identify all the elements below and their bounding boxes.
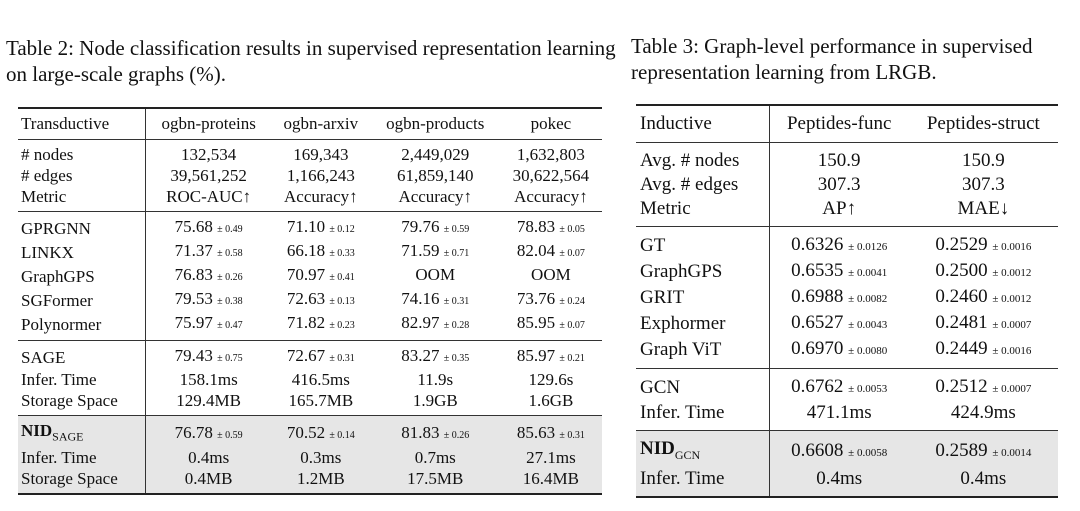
table2-mean: 85.95 bbox=[516, 313, 556, 332]
table3-cell: 0.4ms bbox=[909, 467, 1058, 497]
table3-cell: 307.3 bbox=[817, 174, 861, 195]
table3-std: ± 0.0007 bbox=[992, 319, 1032, 331]
table2-std: ± 0.38 bbox=[217, 296, 243, 307]
table2-mean: 85.97 bbox=[516, 346, 556, 365]
table2-nid-row bbox=[18, 416, 602, 448]
table3-mean: 0.6608 bbox=[791, 439, 844, 461]
table2-mean: 79.53 bbox=[174, 289, 213, 308]
table2-nid-label: NID bbox=[21, 421, 53, 440]
table2-cell: 1.6GB bbox=[528, 391, 574, 410]
table2-cell: 2,449,029 bbox=[371, 140, 500, 166]
table3-method-row bbox=[636, 337, 1058, 369]
table3-method-row bbox=[636, 227, 1058, 260]
table2-cell: 16.4MB bbox=[500, 468, 602, 494]
table3-method-row bbox=[636, 311, 1058, 337]
table3-cell: 307.3 bbox=[961, 174, 1005, 195]
table2-mean: 76.83 bbox=[174, 265, 213, 284]
table3-gcn-infer-row bbox=[636, 401, 1058, 431]
table2-mean: 79.43 bbox=[174, 346, 213, 365]
table2-value-cell bbox=[146, 240, 271, 264]
table3-value-cell bbox=[909, 259, 1058, 285]
table3-value-cell bbox=[909, 369, 1058, 402]
table2-std: ± 0.75 bbox=[217, 353, 243, 364]
table2-std: ± 0.13 bbox=[329, 296, 355, 307]
table3-stat-row bbox=[636, 173, 1058, 197]
table3-header-cell: Peptides-struct bbox=[926, 113, 1040, 134]
table3-value-cell bbox=[769, 311, 908, 337]
table2-value-cell bbox=[500, 212, 602, 241]
table3 bbox=[636, 104, 1058, 498]
table3-cell: 150.9 bbox=[769, 143, 908, 174]
table2-value-cell bbox=[500, 312, 602, 341]
table3-value-cell bbox=[769, 259, 908, 285]
table2-cell: Accuracy↑ bbox=[284, 187, 358, 206]
table2-mean: 71.37 bbox=[174, 241, 213, 260]
table2-value-cell bbox=[271, 240, 371, 264]
table3-nid-row bbox=[636, 431, 1058, 467]
table2-value-cell bbox=[500, 240, 602, 264]
table2-cell: 30,622,564 bbox=[512, 166, 590, 185]
table2-nid-infer-row bbox=[18, 447, 602, 468]
table2-mean: 74.16 bbox=[401, 289, 440, 308]
table3-value-cell bbox=[769, 285, 908, 311]
table2-cell: ROC-AUC↑ bbox=[166, 187, 252, 206]
table2-mean: 71.82 bbox=[286, 313, 326, 332]
table3-row-label: Avg. # nodes bbox=[636, 143, 769, 174]
table2-mean: 85.63 bbox=[516, 422, 556, 442]
table2-row-label: SAGE bbox=[18, 341, 146, 370]
table2-std: ± 0.07 bbox=[559, 248, 585, 259]
table3-row-label: GRIT bbox=[636, 285, 769, 311]
table3-value-cell bbox=[769, 227, 908, 260]
table2-std: ± 0.26 bbox=[443, 429, 470, 441]
table2-std: ± 0.33 bbox=[329, 248, 355, 259]
table2-cell: 165.7MB bbox=[288, 391, 354, 410]
table2-std: ± 0.12 bbox=[329, 224, 355, 235]
table2-value-cell bbox=[500, 416, 602, 448]
table2-nid-storage-row bbox=[18, 468, 602, 494]
table2-std: ± 0.21 bbox=[559, 353, 585, 364]
table3-std: ± 0.0007 bbox=[992, 383, 1032, 395]
table3-value-cell bbox=[909, 337, 1058, 369]
table2-cell: 0.7ms bbox=[371, 447, 500, 468]
table2-header-cell: pokec bbox=[530, 114, 572, 133]
table2-value-cell bbox=[146, 264, 271, 288]
table2-std: ± 0.31 bbox=[329, 353, 355, 364]
table2-method-row bbox=[18, 288, 602, 312]
table2-mean: 83.27 bbox=[401, 346, 440, 365]
table3-mean: 0.6762 bbox=[791, 376, 844, 397]
table2-mean: 78.83 bbox=[516, 217, 556, 236]
table2-std: ± 0.58 bbox=[217, 248, 243, 259]
table2-row-label: Storage Space bbox=[18, 390, 146, 416]
table2-mean: 82.04 bbox=[516, 241, 556, 260]
table2-method-row bbox=[18, 240, 602, 264]
table3-row-label: Avg. # edges bbox=[636, 173, 769, 197]
table2-value-cell bbox=[371, 416, 500, 448]
table3-cell: 424.9ms bbox=[950, 402, 1016, 423]
table2-mean: OOM bbox=[531, 265, 571, 284]
table3-mean: 0.6988 bbox=[791, 286, 844, 307]
table2-value-cell bbox=[146, 416, 271, 448]
table2-row-label: # edges bbox=[18, 165, 146, 186]
table2-mean: 76.78 bbox=[174, 422, 213, 442]
table2-cell: 0.3ms bbox=[271, 447, 371, 468]
table2-cell: 39,561,252 bbox=[170, 166, 247, 185]
table2-cell: 158.1ms bbox=[179, 370, 238, 389]
table3-value-cell bbox=[909, 431, 1058, 467]
table3-mean: 0.6970 bbox=[791, 338, 844, 359]
table3-header-cell: Inductive bbox=[636, 105, 769, 143]
table3-mean: 0.2529 bbox=[935, 234, 988, 255]
table2-row-label: LINKX bbox=[18, 240, 146, 264]
table3-method-row bbox=[636, 285, 1058, 311]
table2-std: ± 0.49 bbox=[217, 224, 243, 235]
table2-method-row bbox=[18, 312, 602, 341]
table2-value-cell bbox=[500, 288, 602, 312]
table2-cell: 132,534 bbox=[146, 140, 271, 166]
table3-mean: 0.2460 bbox=[935, 286, 988, 307]
table3-header-cell: Peptides-func bbox=[786, 113, 892, 134]
table2-value-cell bbox=[146, 212, 271, 241]
table2-header-cell: ogbn-products bbox=[386, 114, 485, 133]
table2-mean: OOM bbox=[415, 265, 456, 284]
table2-std: ± 0.14 bbox=[329, 429, 355, 441]
table2-mean: 70.52 bbox=[286, 422, 326, 442]
table2-std: ± 0.31 bbox=[559, 429, 585, 441]
table2-sage-infer-row bbox=[18, 369, 602, 390]
table2-std: ± 0.05 bbox=[559, 224, 585, 235]
table3-gcn-row bbox=[636, 369, 1058, 402]
table2-value-cell bbox=[371, 212, 500, 241]
table3-mean: 0.6527 bbox=[791, 312, 844, 333]
table3-std: ± 0.0082 bbox=[848, 293, 888, 305]
table2-std: ± 0.59 bbox=[443, 224, 470, 235]
table2-cell: 416.5ms bbox=[291, 370, 350, 389]
table2-nid-subscript: SAGE bbox=[52, 429, 84, 444]
table3-nid-subscript: GCN bbox=[674, 447, 701, 462]
table2-row-label: Metric bbox=[18, 186, 146, 212]
table3-nid-label: NID bbox=[640, 438, 675, 459]
table2-sage-row bbox=[18, 341, 602, 370]
table3-std: ± 0.0053 bbox=[848, 383, 888, 395]
table2-row-label bbox=[18, 416, 146, 448]
table2-value-cell bbox=[271, 212, 371, 241]
table3-mean: 0.2481 bbox=[935, 312, 988, 333]
table3-cell: 0.4ms bbox=[769, 467, 908, 497]
table2-mean: 71.10 bbox=[286, 217, 326, 236]
table2-value-cell bbox=[371, 240, 500, 264]
table2-cell: 17.5MB bbox=[371, 468, 500, 494]
table2-value-cell bbox=[271, 312, 371, 341]
table2-cell: Accuracy↑ bbox=[398, 187, 473, 206]
table3-row-label: GCN bbox=[636, 369, 769, 402]
table2-row-label: SGFormer bbox=[18, 288, 146, 312]
table2-std: ± 0.59 bbox=[217, 429, 243, 441]
table3-value-cell bbox=[909, 311, 1058, 337]
table2-value-cell bbox=[371, 288, 500, 312]
table2-mean: 71.59 bbox=[401, 241, 440, 260]
table2-mean: 73.76 bbox=[516, 289, 556, 308]
table2-mean: 72.67 bbox=[286, 346, 326, 365]
table2-cell: 61,859,140 bbox=[397, 166, 474, 185]
table2-cell: 169,343 bbox=[271, 140, 371, 166]
table2-value-cell bbox=[371, 312, 500, 341]
table2-cell: 129.4MB bbox=[176, 391, 242, 410]
table2-value-cell bbox=[146, 288, 271, 312]
table2-std: ± 0.07 bbox=[559, 320, 585, 331]
table2-value-cell bbox=[146, 341, 271, 370]
table2-stat-row bbox=[18, 140, 602, 166]
table2-value-cell bbox=[500, 341, 602, 370]
table2-std: ± 0.23 bbox=[329, 320, 355, 331]
table2-std: ± 0.24 bbox=[559, 296, 585, 307]
table2-header-cell: ogbn-arxiv bbox=[283, 114, 359, 133]
table2-std: ± 0.47 bbox=[217, 320, 243, 331]
table3-std: ± 0.0080 bbox=[848, 345, 888, 357]
table2-header-row bbox=[18, 108, 602, 140]
table2-std: ± 0.26 bbox=[217, 272, 243, 283]
table3-std: ± 0.0016 bbox=[992, 241, 1032, 253]
table3-std: ± 0.0016 bbox=[992, 345, 1032, 357]
table2-cell: 1,632,803 bbox=[500, 140, 602, 166]
table2-value-cell bbox=[271, 416, 371, 448]
table2-value-cell bbox=[500, 264, 602, 288]
table2-caption: Table 2: Node classification results in supervised representation learning on large-scale graphs (%). bbox=[6, 36, 616, 86]
table3-std: ± 0.0058 bbox=[848, 446, 888, 459]
table3-cell: AP↑ bbox=[822, 198, 857, 219]
table3-method-row bbox=[636, 259, 1058, 285]
table3-row-label: Infer. Time bbox=[636, 467, 769, 497]
table2-cell: 129.6s bbox=[528, 370, 574, 389]
table2-cell: 11.9s bbox=[417, 370, 454, 389]
table2-cell: 0.4MB bbox=[146, 468, 271, 494]
table3-header-row bbox=[636, 105, 1058, 143]
table2-mean: 72.63 bbox=[286, 289, 326, 308]
table2-value-cell bbox=[371, 341, 500, 370]
table3-value-cell bbox=[769, 369, 908, 402]
table3-std: ± 0.0012 bbox=[992, 267, 1032, 279]
table3-row-label: GT bbox=[636, 227, 769, 260]
table3-row-label: Metric bbox=[636, 197, 769, 227]
table3-std: ± 0.0126 bbox=[848, 241, 888, 253]
table2-mean: 81.83 bbox=[401, 422, 440, 442]
table2-value-cell bbox=[371, 264, 500, 288]
table2-cell: 1.9GB bbox=[412, 391, 458, 410]
table3-cell: 150.9 bbox=[909, 143, 1058, 174]
table2-std: ± 0.28 bbox=[443, 320, 470, 331]
table2-std: ± 0.31 bbox=[443, 296, 470, 307]
table3-cell: 471.1ms bbox=[806, 402, 872, 423]
table2-mean: 70.97 bbox=[286, 265, 326, 284]
table2-stat-row bbox=[18, 165, 602, 186]
table3-mean: 0.2449 bbox=[935, 338, 988, 359]
table2-mean: 75.68 bbox=[174, 217, 213, 236]
table2-row-label: GPRGNN bbox=[18, 212, 146, 241]
table2-value-cell bbox=[146, 312, 271, 341]
table3-row-label: Infer. Time bbox=[636, 401, 769, 431]
table2-row-label: Polynormer bbox=[18, 312, 146, 341]
table3-mean: 0.2500 bbox=[935, 260, 988, 281]
table3-row-label: Graph ViT bbox=[636, 337, 769, 369]
table3-value-cell bbox=[909, 227, 1058, 260]
table3-row-label bbox=[636, 431, 769, 467]
table2-value-cell bbox=[271, 288, 371, 312]
table2-value-cell bbox=[271, 264, 371, 288]
table2-value-cell bbox=[271, 341, 371, 370]
table2-std: ± 0.35 bbox=[443, 353, 470, 364]
table2-stat-row bbox=[18, 186, 602, 212]
table3-value-cell bbox=[769, 337, 908, 369]
table2-row-label: # nodes bbox=[18, 140, 146, 166]
table3-std: ± 0.0012 bbox=[992, 293, 1032, 305]
table3-nid-infer-row bbox=[636, 467, 1058, 497]
table3-row-label: GraphGPS bbox=[636, 259, 769, 285]
table3-std: ± 0.0041 bbox=[848, 267, 888, 279]
table2-header-cell: Transductive bbox=[18, 108, 146, 140]
table2-cell: Accuracy↑ bbox=[514, 187, 588, 206]
table2-mean: 66.18 bbox=[286, 241, 326, 260]
table2-row-label: Storage Space bbox=[18, 468, 146, 494]
table2-mean: 79.76 bbox=[401, 217, 440, 236]
table3-caption: Table 3: Graph-level performance in supervised representation learning from LRGB. bbox=[631, 34, 1033, 84]
table2-mean: 82.97 bbox=[401, 313, 440, 332]
table2-row-label: Infer. Time bbox=[18, 447, 146, 468]
table2-row-label: Infer. Time bbox=[18, 369, 146, 390]
table2-mean: 75.97 bbox=[174, 313, 213, 332]
table3-mean: 0.6535 bbox=[791, 260, 844, 281]
table2-cell: 0.4ms bbox=[146, 447, 271, 468]
table3-mean: 0.2512 bbox=[935, 376, 988, 397]
table3-mean: 0.2589 bbox=[935, 439, 988, 461]
table3-row-label: Exphormer bbox=[636, 311, 769, 337]
table3-stat-row bbox=[636, 197, 1058, 227]
table3-cell: MAE↓ bbox=[957, 198, 1010, 219]
table2-method-row bbox=[18, 212, 602, 241]
table3-stat-row bbox=[636, 143, 1058, 174]
table2-method-row bbox=[18, 264, 602, 288]
table3-value-cell bbox=[909, 285, 1058, 311]
table2-row-label: GraphGPS bbox=[18, 264, 146, 288]
table2-cell: 1,166,243 bbox=[286, 166, 355, 185]
table2-sage-storage-row bbox=[18, 390, 602, 416]
table2-std: ± 0.71 bbox=[443, 248, 470, 259]
table3-value-cell bbox=[769, 431, 908, 467]
table2-std: ± 0.41 bbox=[329, 272, 355, 283]
table2-header-cell: ogbn-proteins bbox=[161, 114, 256, 133]
table2-cell: 27.1ms bbox=[500, 447, 602, 468]
table3-mean: 0.6326 bbox=[791, 234, 844, 255]
table2-cell: 1.2MB bbox=[271, 468, 371, 494]
table2 bbox=[18, 107, 602, 495]
table3-std: ± 0.0043 bbox=[848, 319, 888, 331]
table3-std: ± 0.0014 bbox=[992, 446, 1032, 459]
